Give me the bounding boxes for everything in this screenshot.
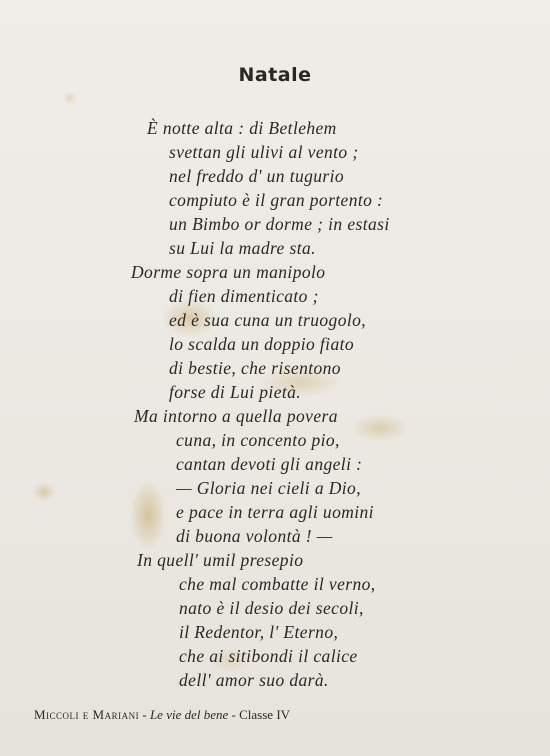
poem-line: su Lui la madre sta. [169, 238, 316, 258]
poem-line: di buona volontà ! — [176, 526, 333, 546]
page-footer [34, 707, 290, 723]
poem-line: compiuto è il gran portento : [169, 190, 384, 210]
poem-line: il Redentor, l' Eterno, [179, 622, 339, 642]
poem-line: cuna, in concento pio, [176, 430, 340, 450]
footer-book-title: Le vie del bene [149, 707, 229, 722]
poem-line: Ma intorno a quella povera [134, 406, 338, 426]
poem-line: di bestie, che risentono [169, 358, 341, 378]
poem-line: nel freddo d' un tugurio [169, 166, 345, 186]
poem-line: In quell' umil presepio [137, 550, 304, 570]
poem-line: Dorme sopra un manipolo [131, 262, 326, 282]
poem-line: dell' amor suo darà. [179, 670, 329, 690]
poem-line: nato è il desio dei secoli, [179, 598, 364, 618]
poem-line: — Gloria nei cieli a Dio, [176, 478, 361, 498]
footer-authors: Miccoli e Mariani [34, 707, 140, 722]
poem-line: un Bimbo or dorme ; in estasi [169, 214, 390, 234]
poem-line: È notte alta : di Betlehem [147, 118, 337, 138]
footer-separator: - [228, 707, 240, 722]
poem-line: e pace in terra agli uomini [176, 502, 374, 522]
poem-title: Natale [238, 64, 312, 86]
poem-line: che ai sitibondi il calice [179, 646, 358, 666]
poem-line: di fien dimenticato ; [169, 286, 319, 306]
poem-line: lo scalda un doppio fiato [169, 334, 354, 354]
footer-grade: Classe IV [239, 707, 291, 722]
poem-line: ed è sua cuna un truogolo, [169, 310, 367, 330]
poem-line: cantan devoti gli angeli : [176, 454, 363, 474]
poem-line: che mal combatte il verno, [179, 574, 376, 594]
footer-separator: - [139, 707, 150, 722]
poem-line: svettan gli ulivi al vento ; [169, 142, 359, 162]
poem-line: forse di Lui pietà. [169, 382, 302, 402]
